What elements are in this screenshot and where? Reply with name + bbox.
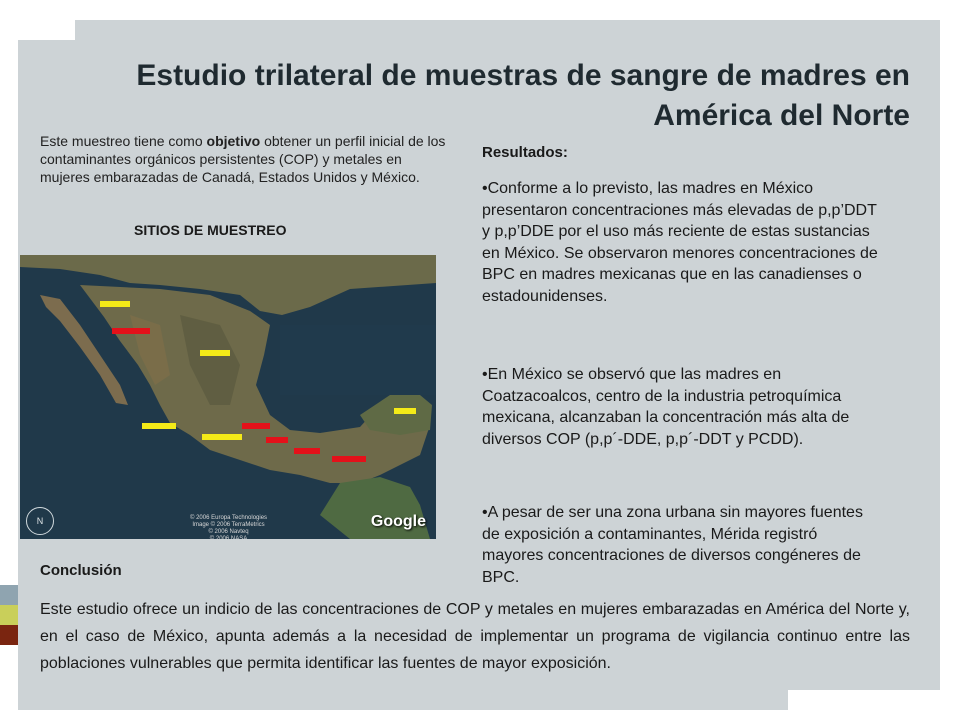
site-marker-red-center-2 bbox=[266, 437, 288, 443]
map-credit-line: © 2006 NASA bbox=[209, 536, 248, 539]
site-marker-hermosillo bbox=[100, 301, 130, 307]
site-marker-coatzacoalcos bbox=[332, 456, 366, 462]
compass-icon: N bbox=[26, 507, 54, 535]
site-marker-merida bbox=[394, 408, 416, 414]
sites-label: SITIOS DE MUESTREO bbox=[134, 222, 287, 238]
map-credit-line: Image © 2006 TerraMetrics bbox=[192, 522, 265, 528]
site-marker-valle-del-yaqui bbox=[112, 328, 150, 334]
results-heading: Resultados: bbox=[482, 144, 568, 161]
intro-paragraph bbox=[40, 132, 450, 186]
map-credit-line: © 2006 Navteq bbox=[208, 529, 249, 535]
site-marker-red-center bbox=[242, 423, 270, 429]
intro-text-after: obtener un perfil inicial de los contaminantes orgánicos persistentes (COP) y metales en mujeres embarazadas de Canadá, Estados Unidos y México. bbox=[40, 133, 446, 185]
slide-title: Estudio trilateral de muestras de sangre de madres en América del Norte bbox=[136, 59, 910, 132]
site-marker-mexico-city bbox=[202, 434, 242, 440]
map-credits bbox=[190, 515, 267, 539]
map-logo: Google bbox=[370, 513, 426, 530]
intro-text-before: Este muestreo tiene como bbox=[40, 133, 207, 149]
accent-stripe-brown bbox=[0, 625, 18, 645]
results-item: •Conforme a lo previsto, las madres en México presentaron concentraciones más elevadas de p,p’DDT y p,p’DDE por el uso más reciente de estas sustancias en México. Se observaron menores concentraciones de BPC en madres mexicanas que en las canadienses o estadounidenses. bbox=[482, 180, 878, 305]
accent-stripe-green bbox=[0, 605, 18, 625]
conclusion-text: Este estudio ofrece un indicio de las concentraciones de COP y metales en mujeres embarazadas en América del Norte y, en el caso de México, apunta además a la necesidad de implementar un programa de vigilancia continuo entre las poblaciones vulnerables que permita identificar las fuentes de mayor exposición. bbox=[40, 601, 910, 672]
satellite-map bbox=[20, 255, 436, 539]
site-marker-guadalajara bbox=[142, 423, 176, 429]
map-credit-line: © 2006 Europa Technologies bbox=[190, 515, 268, 521]
results-item: •En México se observó que las madres en Coatzacoalcos, centro de la industria petroquímica mexicana, alcanzaban la concentración más alta de diversos COP (p,p´-DDE, p,p´-DDT y PCDD). bbox=[482, 366, 850, 448]
accent-stripe-blue bbox=[0, 585, 18, 605]
results-item: •A pesar de ser una zona urbana sin mayores fuentes de exposición a contaminantes, Mérida registró mayores concentraciones de diversos congéneres de BPC. bbox=[482, 504, 863, 586]
site-marker-cordoba bbox=[294, 448, 320, 454]
conclusion-heading: Conclusión bbox=[40, 562, 122, 579]
panel-bottom-strip bbox=[18, 690, 788, 710]
map-image bbox=[20, 255, 436, 539]
site-marker-monterrey bbox=[200, 350, 230, 356]
intro-bold-word: objetivo bbox=[206, 133, 261, 149]
